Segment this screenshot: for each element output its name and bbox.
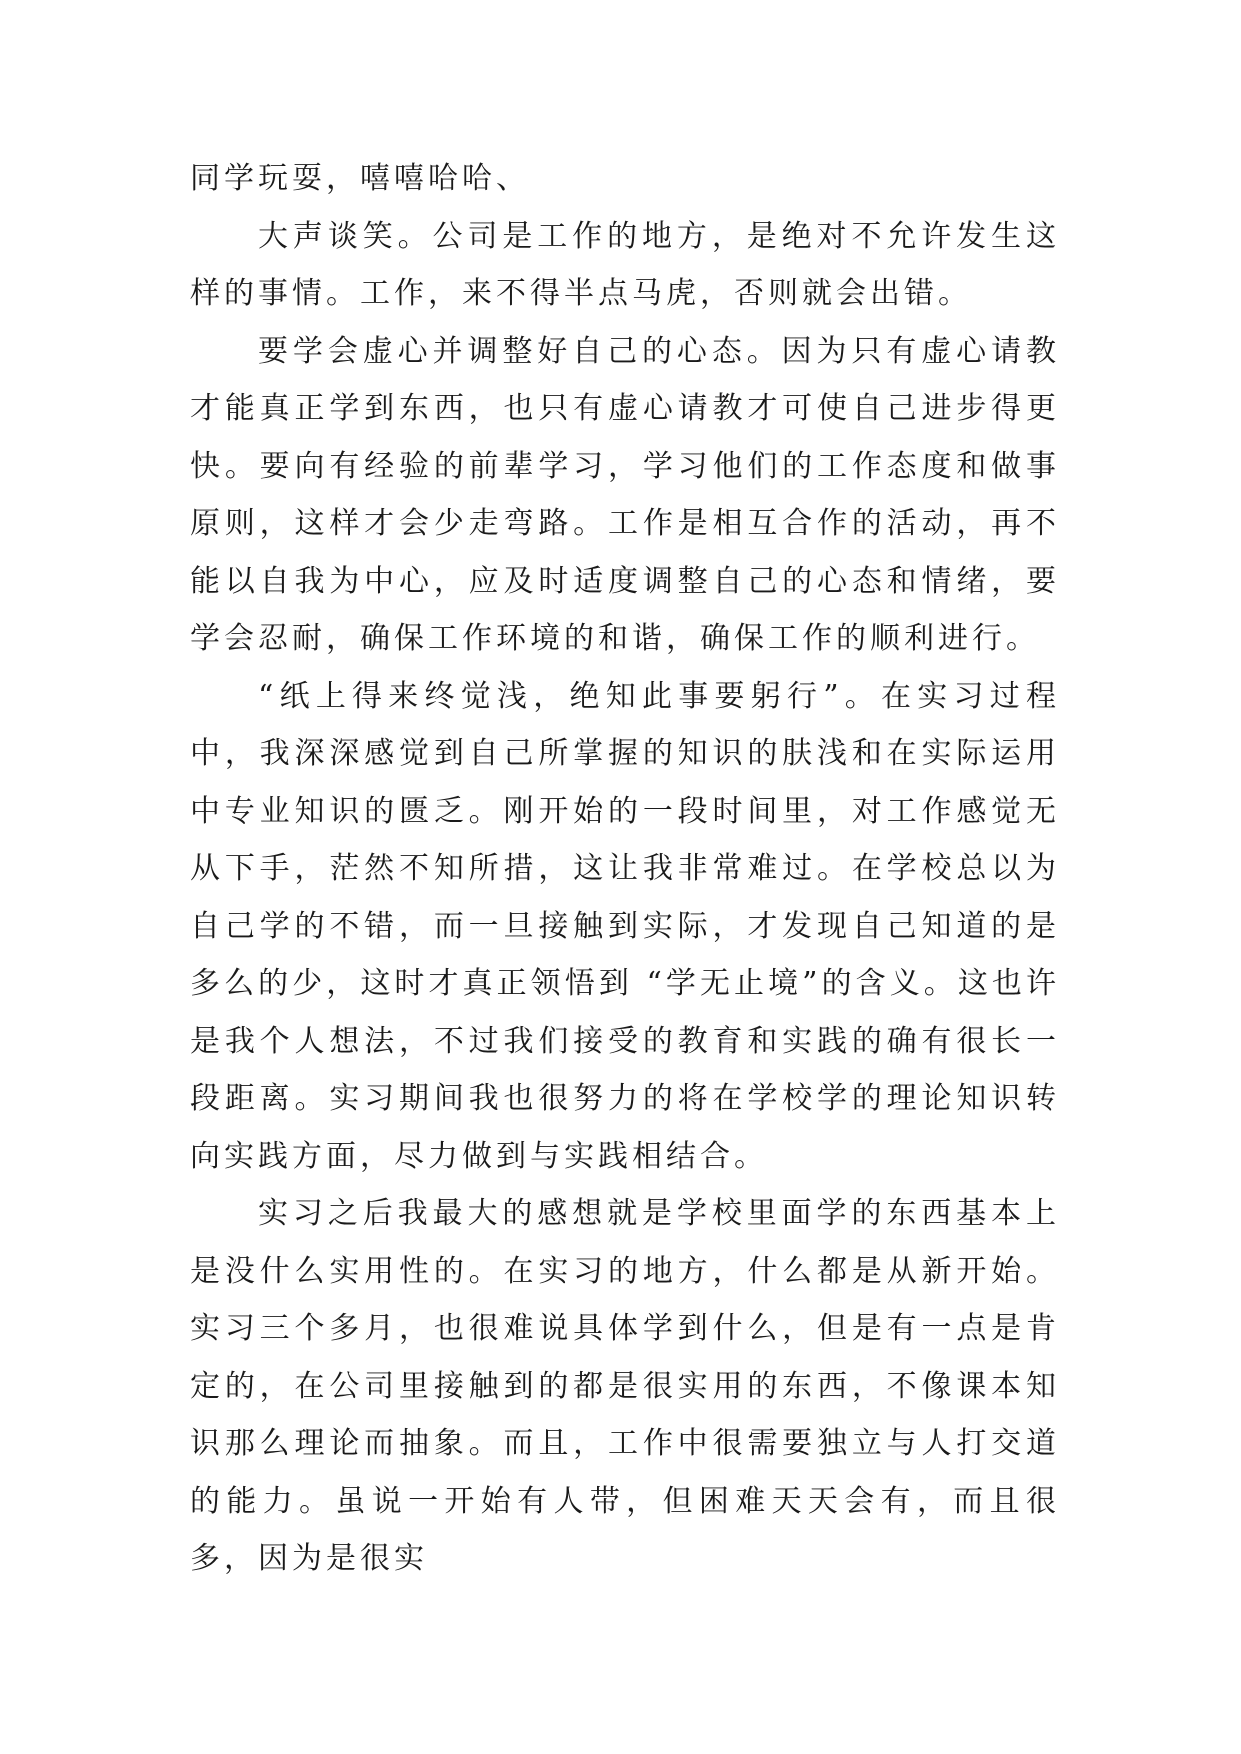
paragraph-2: 大声谈笑。公司是工作的地方，是绝对不允许发生这样的事情。工作，来不得半点马虎，否则就会出错。 — [190, 218, 1060, 311]
paragraph-1: 同学玩耍，嘻嘻哈哈、 — [190, 161, 530, 196]
paragraph-5: 实习之后我最大的感想就是学校里面学的东西基本上是没什么实用性的。在实习的地方，什么都是从新开始。实习三个多月，也很难说具体学到什么，但是有一点是肯定的，在公司里接触到的都是很实用的东西，不像课本知识那么理论而抽象。而且，工作中很需要独立与人打交道的能力。虽说一开始有人带，但困难天天会有，而且很多，因为是很实 — [190, 1196, 1060, 1576]
document-body — [190, 150, 1060, 1588]
paragraph-3: 要学会虚心并调整好自己的心态。因为只有虚心请教才能真正学到东西，也只有虚心请教才可使自己进步得更快。要向有经验的前辈学习，学习他们的工作态度和做事原则，这样才会少走弯路。工作是相互合作的活动，再不能以自我为中心，应及时适度调整自己的心态和情绪，要学会忍耐，确保工作环境的和谐，确保工作的顺利进行。 — [190, 333, 1060, 656]
paragraph-4: “纸上得来终觉浅，绝知此事要躬行”。在实习过程中，我深深感觉到自己所掌握的知识的肤浅和在实际运用中专业知识的匮乏。刚开始的一段时间里，对工作感觉无从下手，茫然不知所措，这让我非常难过。在学校总以为自己学的不错，而一旦接触到实际，才发现自己知道的是多么的少，这时才真正领悟到 “学无止境”的含义。这也许是我个人想法，不过我们接受的教育和实践的确有很长一段距离。实习期间我也很努力的将在学校学的理论知识转向实践方面，尽力做到与实践相结合。 — [190, 678, 1060, 1174]
